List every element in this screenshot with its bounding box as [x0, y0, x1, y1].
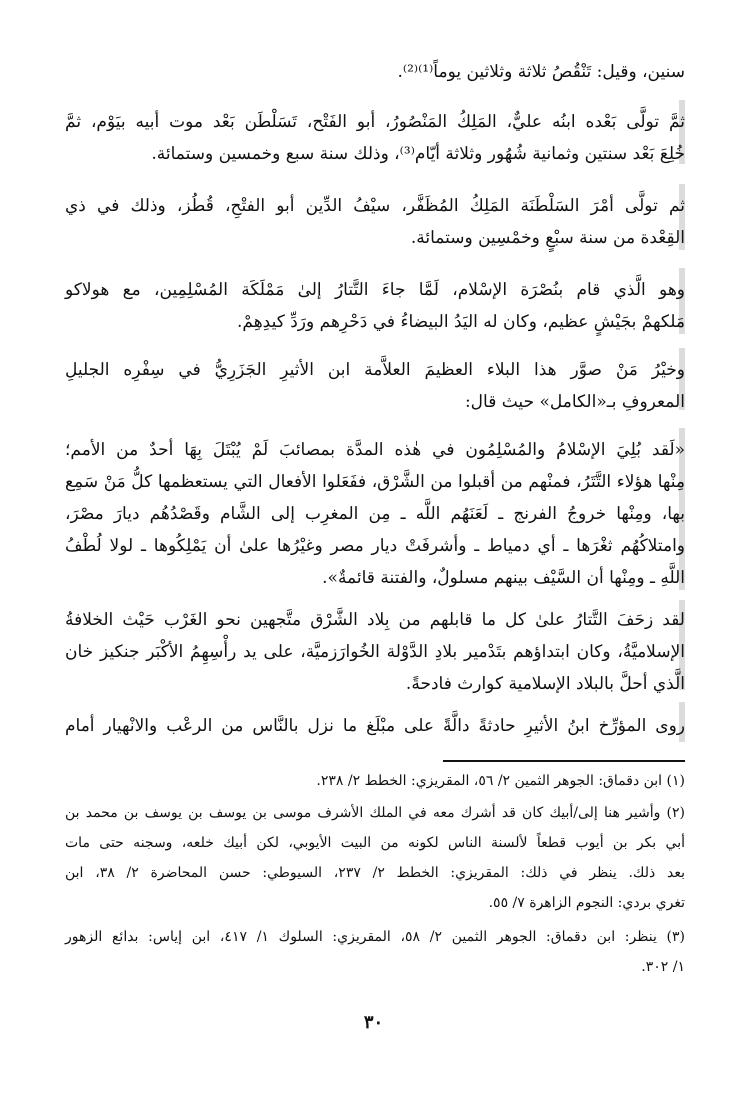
footnote-line: (١) ابن دقماق: الجوهر الثمين ٢/ ٥٦، المقريزي: الخطط ٢/ ٢٣٨. — [316, 773, 685, 789]
footnote-line: (٣) ينظر: ابن دقماق: الجوهر الثمين ٢/ ٥٨، المقريزي: السلوك ١/ ٤١٧، ابن إياس: بدائع الزهور — [65, 929, 686, 945]
body-line: بها، ومِنْها خروجُ الفرنج ـ لَعَنَهُم اللَّه ـ مِن المغرِب إلى الشَّام وقَصْدُهُم ديارَ مصْرَ، — [65, 504, 685, 524]
footnote-line: تغري بردي: النجوم الزاهرة ٧/ ٥٥. — [488, 895, 685, 911]
body-line: مَلكهمْ بجَيْشٍ عظيم، وكان له اليَدُ البيضاءُ في دَحْرِهم ورَدِّ كيدِهِمْ. — [237, 312, 685, 332]
body-line: خُلِعَ بَعْد سنتين وثمانية شُهُور وثلاثة أيّام⁽³⁾، وذلك سنة سبع وخمسين وستمائة. — [151, 144, 685, 164]
body-line: وهو الَّذي قام بنُصْرَة الإسْلام، لَمَّا جاءَ التَّتارُ إلىٰ مَمْلَكَة المُسْلِمِين، مع هولاكو — [65, 280, 685, 300]
footnote-line: أبي بكر بن أيوب قطعاً لألسنة الناس لكونه من البيت الأيوبي، لكن أبيك خلعه، وسجنه حتى مات — [65, 835, 685, 851]
footnote-line: (٢) وأشير هنا إلى/أبيك كان قد أشرك معه في الملك الأشرف موسى بن يوسف بن يوسف بن محمد بن — [65, 805, 685, 821]
page-number: ٣٠ — [363, 1012, 384, 1033]
footnote-separator — [443, 760, 685, 762]
body-line: ثم تولَّى أمْرَ السَلْطَنَة المَلِكُ المُظَفَّر، سيْفُ الدِّين أبو الفتْحِ، قُطُز، وذلك في ذي — [65, 196, 685, 216]
body-line: «لَقد بُلِيَ الإسْلامُ والمُسْلِمُون في هٰذه المدَّة بمصائبَ لَمْ يُبْتَلَ بِهَا أحدٌ من الأمم؛ — [65, 440, 685, 460]
body-line: وخيْرُ مَنْ صوَّر هذا البلاء العظيمَ العلاَّمة ابن الأثيرِ الجَزَرِيُّ في سِفْرِه الجليلِ — [65, 360, 685, 380]
body-line: سنين، وقيل: تَنْقُصُ ثلاثة وثلاثين يوماً⁽¹⁾⁽²⁾. — [397, 62, 685, 82]
body-line: ثمَّ تولَّى بَعْده ابنُه عليٌّ، المَلِكُ المَنْصُورُ، أبو الفَتْح، تَسَلْطَن بَعْد موت أبيه بيَوْم، ثمَّ — [65, 112, 685, 132]
body-line: لقد زحَفَ التَّتارُ علىٰ كل ما قابلهم من بِلاد الشَّرْق متَّجهين نحو الغَرْب حَيْث الخلافةُ — [65, 610, 685, 630]
body-line: وامتلاكُهُم ثغْرَها ـ أي دمياط ـ وأشرفَتْ ديار مصر وغيْرُها علىٰ أن يَمْلِكُوها ـ لولا لُطْفُ — [65, 536, 685, 556]
body-line: اللَّهِ ـ ومِنْها أن السَّيْف بينهم مسلولٌ، والفتنة قائمةٌ». — [322, 568, 685, 588]
body-line: الَّذي أحلَّ بالبلاد الإسلامية كوارث فادحةً. — [405, 674, 685, 694]
body-line: الإسلاميَّةُ، وكان ابتداؤهم بتَدْمير بلادِ الدَّوْلة الخُوارَزميَّة، على يد رأْسِهِمُ الأكْبَر جنكيز خان — [65, 642, 685, 662]
body-line: مِنْها هؤلاء التَّتَرُ، فمنْهم من أقبلوا من الشَّرْق، ففَعَلوا الأفعال التي يستعظمها كلُّ مَنْ سَمِع — [65, 472, 685, 492]
footnote-line: بعد ذلك. ينظر في ذلك: المقريزي: الخطط ٢/ ٢٣٧، السيوطي: حسن المحاضرة ٢/ ٣٨، ابن — [65, 865, 685, 881]
body-line: روى المؤرِّخ ابنُ الأثيرِ حادثةً دالَّةً على مبْلَغ ما نزل بالنَّاس من الرعْب والانْهيار أمام — [65, 716, 685, 736]
footnote-line: ١/ ٣٠٢. — [641, 959, 685, 975]
body-line: القِعْدة من سنة سبْعٍ وخمْسِين وستمائة. — [410, 228, 685, 248]
body-line: المعروفِ بـ«الكامل» حيث قال: — [464, 392, 685, 412]
